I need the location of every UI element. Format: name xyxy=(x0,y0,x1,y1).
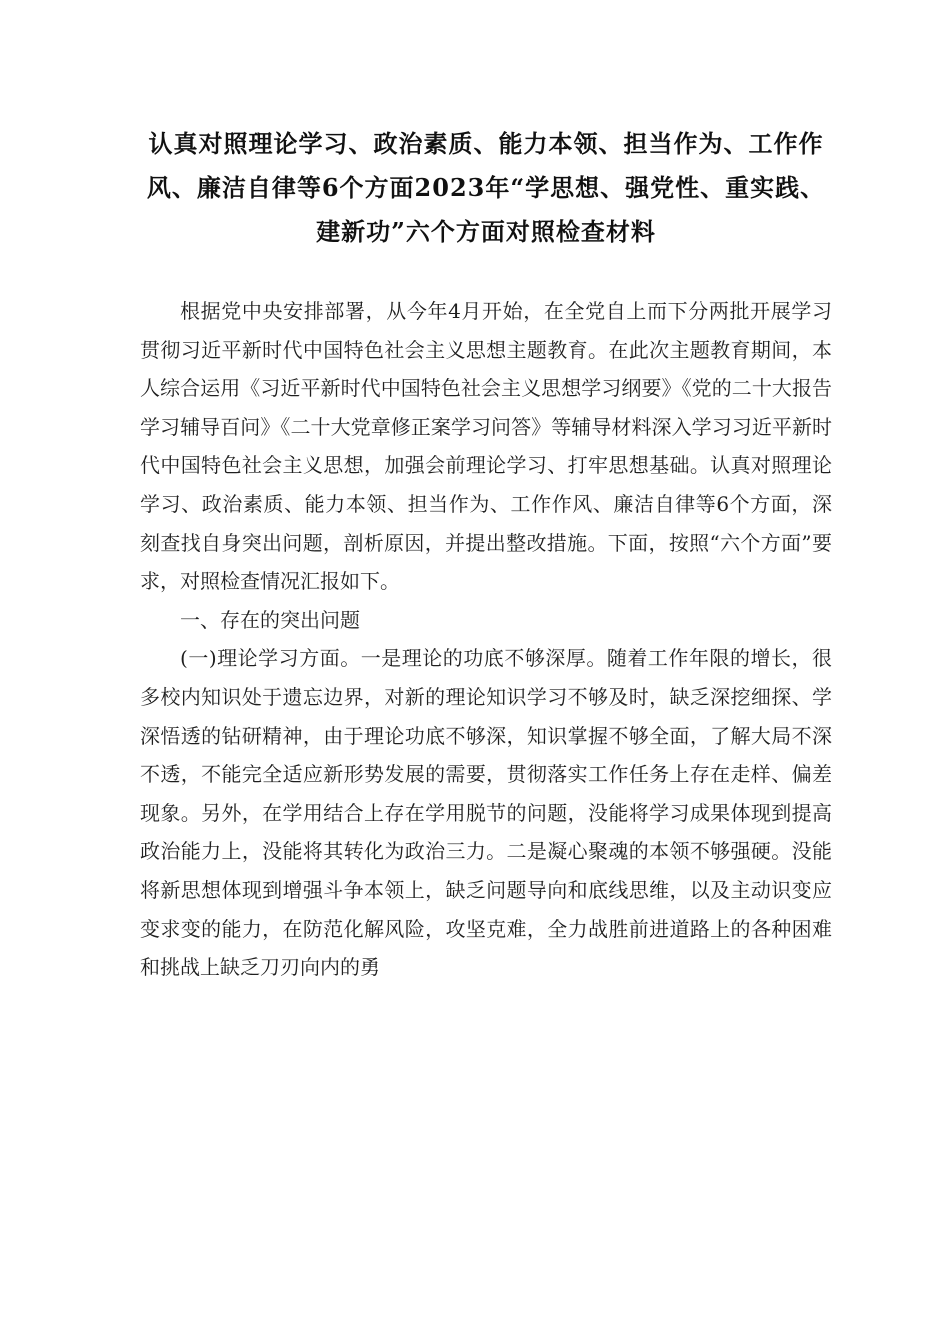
section-heading: 一、存在的突出问题 xyxy=(180,607,360,632)
intro-paragraph: 根据党中央安排部署，从今年4月开始，在全党自上而下分两批开展学习贯彻习近平新时代中国特色社会主义思想主题教育。在此次主题教育期间，本人综合运用《习近平新时代中国特色社会主义思想学习纲要》《党的二十大报告学习辅导百问》《二十大党章修正案学习问答》等辅导材料深入学习习近平新时代中国特色社会主义思想，加强会前理论学习、打牢思想基础。认真对照理论学习、政治素质、能力本领、担当作为、工作作风、廉洁自律等6个方面，深刻查找自身突出问题，剖析原因，并提出整改措施。下面，按照“六个方面”要求，对照检查情况汇报如下。 xyxy=(140,299,832,594)
theory-study-paragraph: (一)理论学习方面。一是理论的功底不够深厚。随着工作年限的增长，很多校内知识处于遗忘边界，对新的理论知识学习不够及时，缺乏深挖细探、学深悟透的钻研精神，由于理论功底不够深，知识掌握不够全面，了解大局不深不透，不能完全适应新形势发展的需要，贯彻落实工作任务上存在走样、偏差现象。另外，在学用结合上存在学用脱节的问题，没能将学习成果体现到提高政治能力上，没能将其转化为政治三力。二是凝心聚魂的本领不够强硬。没能将新思想体现到增强斗争本领上，缺乏问题导向和底线思维，以及主动识变应变求变的能力，在防范化解风险，攻坚克难，全力战胜前进道路上的各种困难和挑战上缺乏刀刃向内的勇 xyxy=(140,646,832,980)
document-title: 认真对照理论学习、政治素质、能力本领、担当作为、工作作风、廉洁自律等6个方面2023年“学思想、强党性、重实践、建新功”六个方面对照检查材料 xyxy=(146,129,826,246)
document-body xyxy=(140,292,832,987)
